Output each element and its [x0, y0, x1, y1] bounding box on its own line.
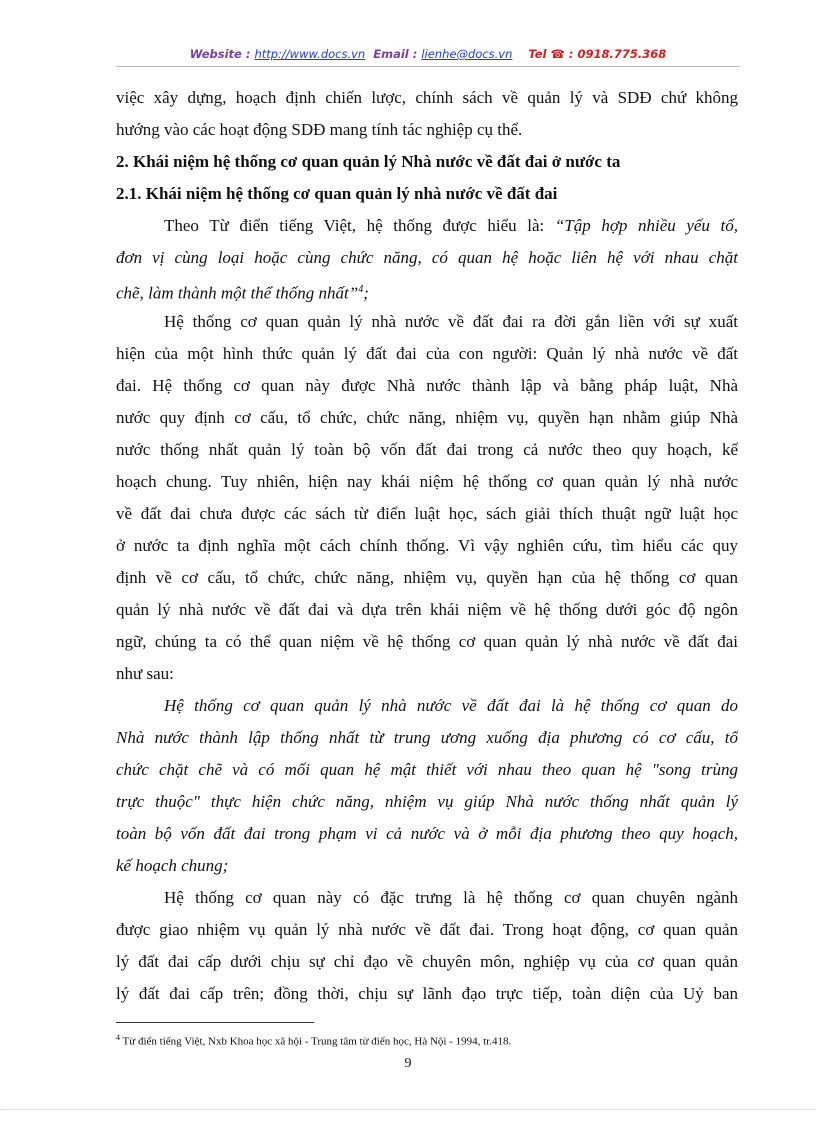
paragraph-concept-italic	[116, 690, 738, 882]
text-line: kế hoạch chung;	[116, 856, 229, 875]
text-line: về đất đai chưa được các sách từ điển luật học, sách giải thích thuật ngữ luật học	[116, 504, 738, 523]
section-heading: 2. Khái niệm hệ thống cơ quan quản lý Nhà nước về đất đai ở nước ta	[116, 152, 621, 171]
paragraph-intro	[116, 82, 738, 146]
text-line: đơn vị cùng loại hoặc cùng chức năng, có quan hệ hoặc liên hệ với nhau chặt	[116, 248, 738, 267]
definition-quote-end: chẽ, làm thành một thể thống nhất”	[116, 283, 359, 303]
email-link[interactable]: lienhe@docs.vn	[421, 47, 513, 61]
page-edge-dots	[0, 1109, 816, 1110]
text-line: trực thuộc" thực hiện chức năng, nhiệm vụ giúp Nhà nước thống nhất quản lý	[116, 792, 738, 811]
text-line: quản lý nhà nước về đất đai và dựa trên khái niệm về hệ thống dưới góc độ ngôn	[116, 600, 738, 619]
text-line: hiện của một hình thức quản lý đất đai của con người: Quản lý nhà nước về đất	[116, 344, 738, 363]
page-number: 9	[404, 1056, 412, 1071]
text-line: đai. Hệ thống cơ quan này được Nhà nước thành lập và bằng pháp luật, Nhà	[116, 376, 738, 395]
text-line: được giao nhiệm vụ quản lý nhà nước về đất đai. Trong hoạt động, cơ quan quản	[116, 920, 738, 939]
text-line: ngữ, chúng ta có thể quan niệm về hệ thống cơ quan quản lý nhà nước về đất đai	[116, 632, 738, 651]
footnote-divider	[116, 1022, 314, 1023]
email-label: Email :	[373, 47, 422, 61]
text-line: việc xây dựng, hoạch định chiến lược, chính sách về quản lý và SDĐ chứ không	[116, 88, 738, 107]
text-line: Hệ thống cơ quan quản lý nhà nước về đất đai ra đời gắn liền với sự xuất	[164, 312, 738, 331]
footnote-ref: 4	[358, 284, 364, 295]
paragraph-definition	[116, 210, 738, 306]
text-line: Hệ thống cơ quan này có đặc trưng là hệ thống cơ quan chuyên ngành	[164, 888, 738, 907]
paragraph-characteristics	[116, 882, 738, 1010]
footnote-marker: 4	[116, 1033, 120, 1042]
text-line: chức chặt chẽ và có mối quan hệ mật thiết với nhau theo quan hệ "song trùng	[116, 760, 738, 779]
text-line: ở nước ta định nghĩa một cách chính thống. Vì vậy nghiên cứu, tìm hiểu các quy	[116, 536, 738, 555]
website-link[interactable]: http://www.docs.vn	[254, 47, 366, 61]
definition-quote: “Tập hợp nhiều yếu tố,	[554, 216, 738, 235]
text-line	[116, 210, 738, 242]
text-line: hoạch chung. Tuy nhiên, hiện nay khái niệm hệ thống cơ quan quản lý nhà nước	[116, 472, 738, 491]
subsection-heading: 2.1. Khái niệm hệ thống cơ quan quản lý nhà nước về đất đai	[116, 184, 558, 203]
text-line: định về cơ cấu, tổ chức, chức năng, nhiệm vụ, quyền hạn của hệ thống cơ quan	[116, 568, 738, 587]
header-divider	[116, 66, 740, 67]
text-line: nước quy định cơ cấu, tổ chức, chức năng, nhiệm vụ, quyền hạn nhằm giúp Nhà	[116, 408, 738, 427]
text-line	[116, 274, 738, 306]
document-body	[116, 82, 738, 1010]
website-label: Website :	[189, 47, 255, 61]
tel-value: 0918.775.368	[577, 47, 667, 61]
text-line: toàn bộ vốn đất đai trong phạm vi cả nước và ở mỗi địa phương theo quy hoạch,	[116, 824, 738, 843]
text-line: hướng vào các hoạt động SDĐ mang tính tác nghiệp cụ thể.	[116, 120, 523, 139]
text-line: nước thống nhất quản lý toàn bộ vốn đất đai trong cả nước theo quy hoạch, kế	[116, 440, 738, 459]
page-header	[116, 47, 740, 67]
definition-end: ;	[363, 283, 369, 303]
definition-lead: Theo Từ điển tiếng Việt, hệ thống được hiểu là:	[164, 216, 555, 235]
text-line: lý đất đai cấp dưới chịu sự chỉ đạo về chuyên môn, nghiệp vụ của cơ quan quản	[116, 952, 738, 971]
text-line: như sau:	[116, 664, 174, 683]
tel-label: Tel ☎ :	[528, 47, 578, 61]
paragraph-history	[116, 306, 738, 690]
footnote-text: Từ điển tiếng Việt, Nxb Khoa học xã hội - Trung tâm từ điển học, Hà Nội - 1994, tr.418.	[120, 1035, 512, 1048]
footnote	[116, 1030, 738, 1050]
text-line: Nhà nước thành lập thống nhất từ trung ương xuống địa phương có cơ cấu, tổ	[116, 728, 738, 747]
text-line: lý đất đai cấp trên; đồng thời, chịu sự lãnh đạo trực tiếp, toàn diện của Uỷ ban	[116, 984, 738, 1003]
text-line: Hệ thống cơ quan quản lý nhà nước về đất đai là hệ thống cơ quan do	[164, 696, 738, 715]
